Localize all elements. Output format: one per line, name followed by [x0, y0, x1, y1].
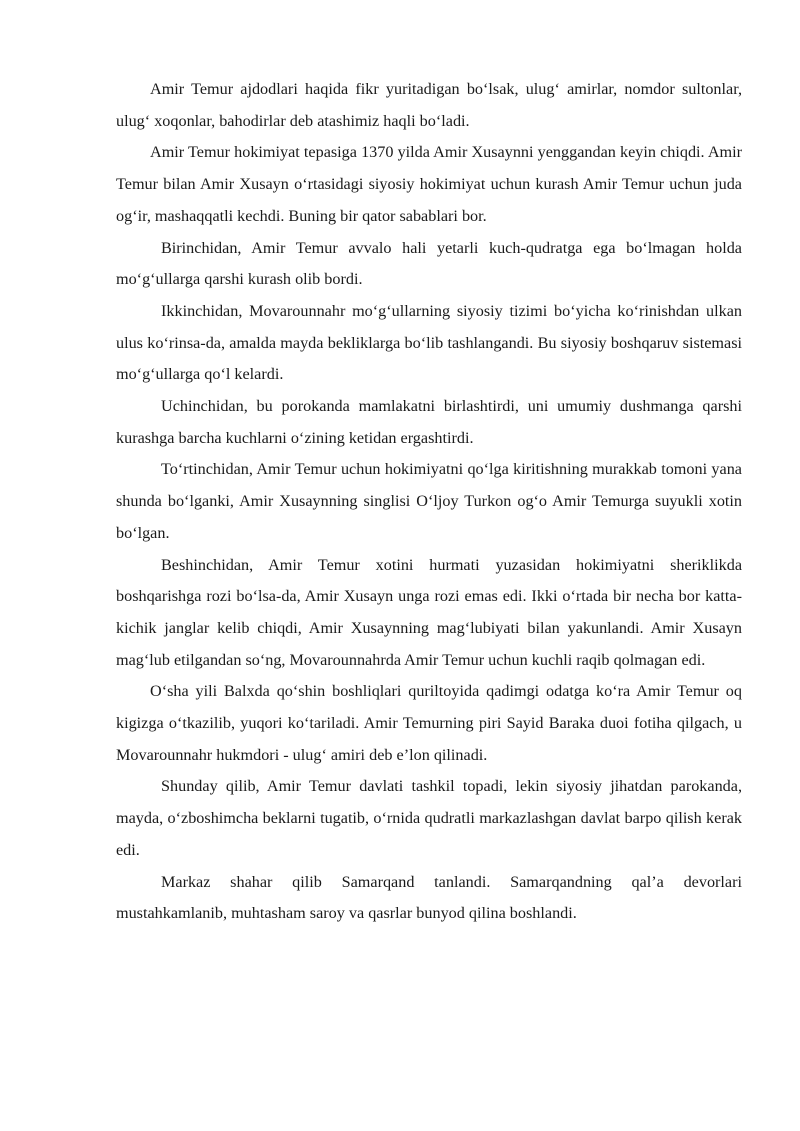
paragraph-fifth-reason: Beshinchidan, Amir Temur xotini hurmati yuzasidan hokimiyatni sheriklikda boshqarishga rozi bo‘lsa-da, Amir Xusayn unga rozi emas edi. Ikki o‘rtada bir necha bor katta-kichik janglar kelib chiqdi, Amir Xusaynning mag‘lubiyati bilan yakunlandi. Amir Xusayn mag‘lub etilgandan so‘ng, Movarounnahrda Amir Temur uchun kuchli raqib qolmagan edi.: [116, 555, 742, 669]
paragraph-samarkand-capital: Markaz shahar qilib Samarqand tanlandi. Samarqandning qal’a devorlari mustahkamlanib, muhtasham saroy va qasrlar bunyod qilina boshlandi.: [116, 872, 742, 923]
paragraph-first-reason: Birinchidan, Amir Temur avvalo hali yetarli kuch-qudratga ega bo‘lmagan holda mo‘g‘ullarga qarshi kurash olib bordi.: [116, 238, 742, 289]
paragraph-rise-to-power: Amir Temur hokimiyat tepasiga 1370 yilda Amir Xusaynni yenggandan keyin chiqdi. Amir Temur bilan Amir Xusayn o‘rtasidagi siyosiy hokimiyat uchun kurash Amir Temur uchun juda og‘ir, mashaqqatli kechdi. Buning bir qator sabablari bor.: [116, 143, 742, 225]
paragraph-state-founded: Shunday qilib, Amir Temur davlati tashkil topadi, lekin siyosiy jihatdan parokanda, mayda, o‘zboshimcha beklarni tugatib, o‘rnida qudratli markazlashgan davlat barpo qilish kerak edi.: [116, 777, 742, 859]
paragraph-ancestors: Amir Temur ajdodlari haqida fikr yuritadigan bo‘lsak, ulug‘ amirlar, nomdor sultonlar, ulug‘ xoqonlar, bahodirlar deb atashimiz haqli bo‘ladi.: [116, 80, 742, 130]
document-body: [116, 74, 742, 930]
paragraph-second-reason: Ikkinchidan, Movarounnahr mo‘g‘ullarning siyosiy tizimi bo‘yicha ko‘rinishdan ulkan ulus ko‘rinsa-da, amalda mayda bekliklarga bo‘lib tashlangandi. Bu siyosiy boshqaruv sistemasi mo‘g‘ullarga qo‘l kelardi.: [116, 301, 742, 384]
paragraph-fourth-reason: To‘rtinchidan, Amir Temur uchun hokimiyatni qo‘lga kiritishning murakkab tomoni yana shunda bo‘lganki, Amir Xusaynning singlisi O‘ljoy Turkon og‘o Amir Temurga suyukli xotin bo‘lgan.: [116, 460, 742, 542]
paragraph-balkh-kurultai: O‘sha yili Balxda qo‘shin boshliqlari quriltoyida qadimgi odatga ko‘ra Amir Temur oq kigizga o‘tkazilib, yuqori ko‘tariladi. Amir Temurning piri Sayid Baraka duoi fotiha qilgach, u Movarounnahr hukmdori - ulug‘ amiri deb e’lon qilinadi.: [116, 682, 742, 764]
paragraph-third-reason: Uchinchidan, bu porokanda mamlakatni birlashtirdi, uni umumiy dushmanga qarshi kurashga barcha kuchlarni o‘zining ketidan ergashtirdi.: [116, 397, 742, 447]
